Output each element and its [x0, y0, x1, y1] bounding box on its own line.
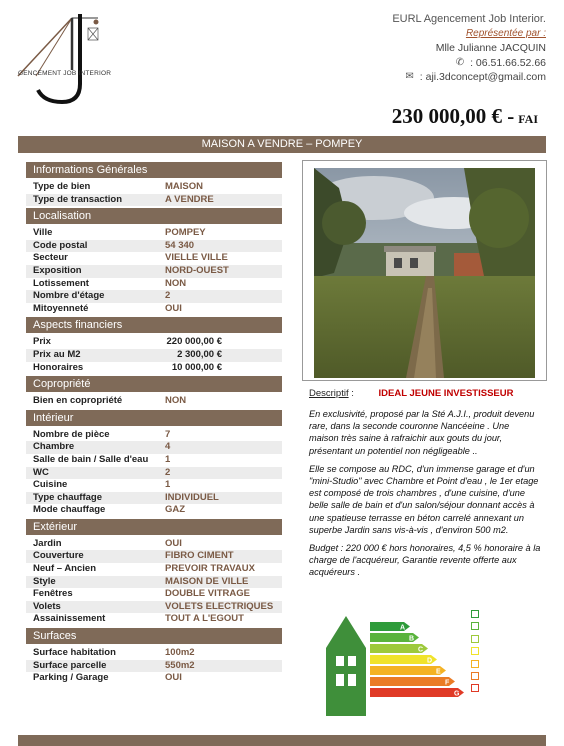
legend-box [471, 610, 479, 618]
detail-row [26, 504, 282, 517]
detail-value: MAISON DE VILLE [165, 575, 249, 587]
section [26, 628, 282, 685]
section-title: Informations Générales [26, 162, 282, 178]
legend-box [471, 647, 479, 655]
energy-bar [370, 666, 446, 675]
price-suffix: FAI [518, 112, 538, 126]
detail-value: OUI [165, 672, 182, 684]
detail-value: TOUT A L'EGOUT [165, 613, 244, 625]
detail-label: Chambre [33, 441, 75, 453]
description-label: Descriptif [309, 388, 349, 399]
detail-value: INDIVIDUEL [165, 491, 219, 503]
legend-box [471, 622, 479, 630]
detail-label: Bien en copropriété [33, 395, 123, 407]
detail-row [26, 349, 282, 362]
detail-label: Surface habitation [33, 647, 116, 659]
property-photo [314, 168, 535, 378]
detail-row [26, 538, 282, 551]
listing-title: MAISON A VENDRE – POMPEY [18, 136, 546, 153]
detail-label: Ville [33, 227, 53, 239]
detail-value: OUI [165, 302, 182, 314]
section [26, 410, 282, 517]
detail-label: Prix au M2 [33, 348, 81, 360]
section [26, 208, 282, 315]
detail-value: 1 [165, 479, 171, 491]
detail-label: Salle de bain / Salle d'eau [33, 453, 149, 465]
energy-rating-graphic [326, 608, 460, 718]
description-header [309, 388, 513, 399]
section-title: Intérieur [26, 410, 282, 426]
section [26, 162, 282, 206]
legend-box [471, 684, 479, 692]
detail-label: Style [33, 575, 56, 587]
detail-label: Fenêtres [33, 588, 73, 600]
detail-row [26, 362, 282, 375]
detail-row [26, 588, 282, 601]
email-address[interactable]: : aji.3dconcept@gmail.com [419, 71, 546, 83]
detail-row [26, 303, 282, 316]
detail-label: Code postal [33, 239, 88, 251]
description-paragraph-2: Elle se compose au RDC, d'un immense garage et d'un "mini-Studio" avec Chambre et Point d'eau , le 1er etage est composé de trois chambres , d'une cuisine, d'une belle salle de bain et d'un salon/séjour donnant accès à une spatieuse terrasse en béton carrelé annexant un superbe Jardin sans vis-à-vis , d'environ 500 m2. [309, 463, 539, 535]
detail-label: Assainissement [33, 613, 106, 625]
footer-bar [18, 735, 546, 746]
section [26, 317, 282, 374]
detail-value: 220 000,00 € [166, 336, 222, 348]
detail-value: 2 300,00 € [177, 348, 222, 360]
detail-label: Exposition [33, 264, 82, 276]
company-logo [14, 10, 124, 105]
description-label-colon: : [351, 388, 354, 399]
detail-value: 4 [165, 441, 171, 453]
detail-label: Couverture [33, 550, 84, 562]
detail-row [26, 290, 282, 303]
detail-value: DOUBLE VITRAGE [165, 588, 250, 600]
detail-value: 2 [165, 290, 171, 302]
detail-row [26, 395, 282, 408]
legend-box [471, 635, 479, 643]
detail-label: Prix [33, 336, 51, 348]
energy-letter: G [454, 690, 460, 698]
detail-value: 550m2 [165, 659, 195, 671]
detail-value: FIBRO CIMENT [165, 550, 234, 562]
detail-row [26, 181, 282, 194]
detail-value: 10 000,00 € [171, 361, 222, 373]
detail-label: WC [33, 466, 49, 478]
detail-label: Secteur [33, 252, 68, 264]
detail-value: VIELLE VILLE [165, 252, 228, 264]
energy-letter: A [400, 624, 406, 632]
detail-row [26, 467, 282, 480]
detail-label: Honoraires [33, 361, 84, 373]
detail-value: 1 [165, 453, 171, 465]
detail-value: POMPEY [165, 227, 206, 239]
price-amount: 230 000,00 € - [391, 104, 515, 128]
logo-text: GENCEMENT JOB INTERIOR [18, 70, 112, 77]
detail-row [26, 227, 282, 240]
section [26, 519, 282, 626]
detail-value: NORD-OUEST [165, 264, 229, 276]
description-paragraph-1: En exclusivité, proposé par la Sté A.J.I., produit devenu rare, dans la seconde couronne Nancéeine . Une maison très saine à rafraichir aux gouts du jour, présentant un potentiel non négligeable .. [309, 409, 535, 456]
detail-label: Mitoyenneté [33, 302, 89, 314]
phone-number[interactable]: : 06.51.66.52.66 [470, 56, 546, 69]
detail-label: Type de transaction [33, 193, 123, 205]
detail-value: MAISON [165, 181, 203, 192]
detail-row [26, 672, 282, 685]
agent-name: Mlle Julianne JACQUIN [435, 42, 546, 54]
energy-letter: F [445, 679, 450, 687]
company-name: EURL Agencement Job Interior. [392, 13, 546, 25]
detail-value: 7 [165, 428, 171, 440]
contact-block [392, 12, 546, 85]
email-icon: ✉ [405, 71, 414, 82]
detail-row [26, 550, 282, 563]
detail-label: Neuf – Ancien [33, 563, 96, 575]
description-paragraph-3: Budget : 220 000 € hors honoraires, 4,5 % honoraire à la charge de l'acquéreur, Garantie revente offerte aux acquéreurs . [309, 543, 541, 578]
section-title: Localisation [26, 208, 282, 224]
detail-value: 2 [165, 466, 171, 478]
detail-row [26, 429, 282, 442]
detail-row [26, 265, 282, 278]
detail-value: 100m2 [165, 647, 195, 659]
section-title: Surfaces [26, 628, 282, 644]
energy-letter: B [409, 635, 415, 643]
energy-bar [370, 677, 455, 686]
detail-row [26, 601, 282, 614]
detail-label: Nombre d'étage [33, 290, 105, 302]
section-title: Copropriété [26, 376, 282, 392]
detail-label: Parking / Garage [33, 672, 109, 684]
represented-by: Représentée par : [465, 27, 546, 39]
section-title: Aspects financiers [26, 317, 282, 333]
detail-row [26, 194, 282, 207]
detail-row [26, 240, 282, 253]
detail-label: Nombre de pièce [33, 428, 110, 440]
detail-row [26, 576, 282, 589]
phone-icon: ✆ [455, 56, 465, 68]
detail-label: Mode chauffage [33, 504, 106, 516]
energy-letter: C [418, 646, 424, 654]
detail-row [26, 492, 282, 505]
property-details [26, 162, 282, 687]
detail-row [26, 278, 282, 291]
detail-value: OUI [165, 537, 182, 549]
detail-label: Lotissement [33, 277, 89, 289]
detail-row [26, 563, 282, 576]
energy-letter: E [436, 668, 441, 676]
detail-row [26, 647, 282, 660]
section [26, 376, 282, 408]
legend-box [471, 672, 479, 680]
energy-letter: D [427, 657, 433, 665]
energy-legend [471, 610, 479, 697]
section-title: Extérieur [26, 519, 282, 535]
detail-row [26, 336, 282, 349]
detail-value: 54 340 [165, 239, 195, 251]
legend-box [471, 660, 479, 668]
detail-row [26, 479, 282, 492]
detail-row [26, 252, 282, 265]
detail-label: Volets [33, 600, 61, 612]
detail-row [26, 441, 282, 454]
detail-row [26, 454, 282, 467]
detail-row [26, 613, 282, 626]
detail-label: Type de bien [33, 181, 91, 192]
description-headline: IDEAL JEUNE INVESTISSEUR [378, 388, 514, 399]
detail-value: VOLETS ELECTRIQUES [165, 600, 274, 612]
detail-value: NON [165, 395, 187, 407]
detail-label: Cuisine [33, 479, 68, 491]
energy-bar [370, 688, 464, 697]
detail-value: PREVOIR TRAVAUX [165, 563, 255, 575]
detail-label: Jardin [33, 537, 62, 549]
price-heading [392, 104, 538, 129]
detail-value: A VENDRE [165, 193, 214, 205]
detail-row [26, 660, 282, 673]
detail-value: NON [165, 277, 187, 289]
detail-label: Type chauffage [33, 491, 102, 503]
detail-value: GAZ [165, 504, 186, 516]
description-body [309, 408, 541, 585]
detail-label: Surface parcelle [33, 659, 107, 671]
